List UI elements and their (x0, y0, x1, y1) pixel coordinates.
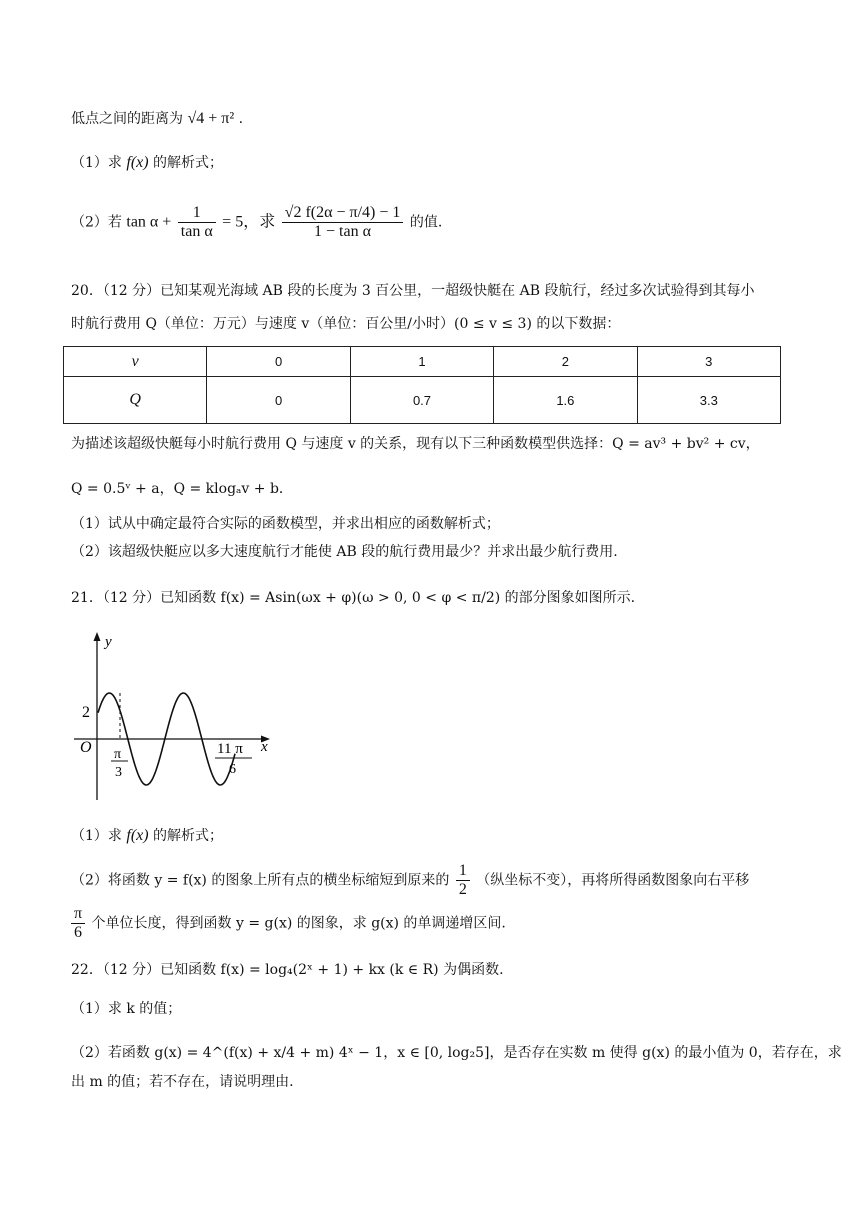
table-header-cell: 1 (350, 347, 493, 377)
q19-sub2-cond-den: tan α (180, 223, 213, 240)
q19-sub1-rest: 的解析式； (153, 155, 224, 171)
q20-sub1: （1）试从中确定最符合实际的函数模型，并求出相应的函数解析式； (71, 516, 500, 532)
pi6-den: 6 (74, 924, 83, 941)
q22-line1: 22．（12 分）已知函数 f(x) = log₄(2ˣ + 1) + kx (k ∈ R) 为偶函数. (71, 962, 504, 978)
x1-num-label: π (114, 747, 122, 762)
table-cell: 0.7 (350, 377, 493, 424)
x-axis-label: x (261, 739, 268, 755)
half-den: 2 (458, 881, 467, 898)
q19-sub2-expr-num: √2 f(2α − π/4) − 1 (282, 204, 404, 223)
table-header-cell: 3 (637, 347, 780, 377)
q21-sub1-label: （1）求 (71, 828, 122, 844)
q19-intro-end: . (238, 111, 244, 127)
table-cell: 1.6 (494, 377, 637, 424)
q21-sine-graph (68, 628, 288, 808)
q19-sub1 (71, 153, 223, 173)
q22-sub2-line2: 出 m 的值；若不存在，请说明理由. (71, 1074, 294, 1090)
q21-sub2-half (456, 862, 470, 899)
q19-sub2-expr-frac (282, 204, 404, 241)
table-cell: 3.3 (637, 377, 780, 424)
q19-intro-line (71, 109, 243, 129)
q19-intro-text: 低点之间的距离为 (71, 111, 183, 127)
table-header-cell: 2 (494, 347, 637, 377)
q19-sub2-cond-a: tan α + (126, 213, 172, 231)
q22-sub2-line1: （2）若函数 g(x) = 4^(f(x) + x/4 + m) 4ˣ − 1，x ∈ [0, log₂5]，是否存在实数 m 使得 g(x) 的最小值为 0，若存在，求 (71, 1045, 842, 1061)
q19-sub2-cond-frac (178, 204, 216, 241)
q21-sub1-rest: 的解析式； (153, 828, 224, 844)
q19-sub2-label: （2）若 (71, 214, 122, 231)
table-row (64, 377, 781, 424)
q21-sub2-part-d: 个单位长度，得到函数 y = g(x) 的图象，求 g(x) 的单调递增区间. (91, 915, 506, 932)
q21-sub2-part-b: （纵坐标不变），再将所得函数图象向右平移 (476, 872, 750, 889)
q20-line2: 时航行费用 Q（单位：万元）与速度 v（单位：百公里/小时）(0 ≤ v ≤ 3) 的以下数据： (71, 316, 621, 332)
q22-sub1: （1）求 k 的值； (71, 1001, 182, 1017)
q19-sub2-cond-b: = 5，求 (222, 213, 276, 231)
pi6-num: π (71, 905, 85, 924)
q19-sub2-cond-num: 1 (178, 204, 216, 223)
table-header-cell: v (64, 347, 207, 377)
q20-data-table (63, 346, 781, 424)
q21-sub2-part-a: （2）将函数 y = f(x) 的图象上所有点的横坐标缩短到原来的 (71, 872, 450, 889)
y-axis-label: y (105, 634, 112, 650)
q21-sub2-pi6 (71, 905, 85, 942)
table-cell: Q (64, 377, 207, 424)
q19-sub2 (71, 204, 442, 241)
q19-sub2-rest: 的值. (409, 214, 443, 231)
y-axis-arrow (94, 632, 101, 641)
q21-sub1 (71, 826, 223, 846)
half-num: 1 (456, 862, 470, 881)
table-row (64, 347, 781, 377)
x1-den-label: 3 (115, 765, 122, 780)
x2-den-label: 6 (229, 762, 236, 777)
q21-sub2-line2 (71, 905, 506, 942)
q21-sub1-func: f(x) (126, 827, 149, 844)
q20-line4: Q = 0.5ᵛ + a，Q = klogₐv + b． (71, 481, 293, 497)
q20-sub2: （2）该超级快艇应以多大速度航行才能使 AB 段的航行费用最少？并求出最少航行费用. (71, 544, 618, 560)
table-cell: 0 (207, 377, 350, 424)
table-header-cell: 0 (207, 347, 350, 377)
q21-sub2-line1 (71, 862, 749, 899)
q19-sub2-expr-den: 1 − tan α (314, 223, 371, 240)
q20-line3: 为描述该超级快艇每小时航行费用 Q 与速度 v 的关系，现有以下三种函数模型供选择：Q = av³ + bv² + cv， (71, 436, 760, 452)
x2-num-label: 11 π (217, 741, 243, 757)
q21-line1: 21．（12 分）已知函数 f(x) = Asin(ωx + φ)(ω > 0, 0 < φ < π/2) 的部分图象如图所示. (71, 590, 636, 606)
origin-label: O (80, 739, 92, 756)
q19-intro-formula: √4 + π² (187, 110, 235, 127)
y-mark-label: 2 (82, 704, 90, 721)
q20-line1: 20．（12 分）已知某观光海域 AB 段的长度为 3 百公里，一超级快艇在 AB 段航行，经过多次试验得到其每小 (71, 283, 755, 299)
q19-sub1-label: （1）求 (71, 155, 122, 171)
q19-sub1-func: f(x) (126, 154, 149, 171)
